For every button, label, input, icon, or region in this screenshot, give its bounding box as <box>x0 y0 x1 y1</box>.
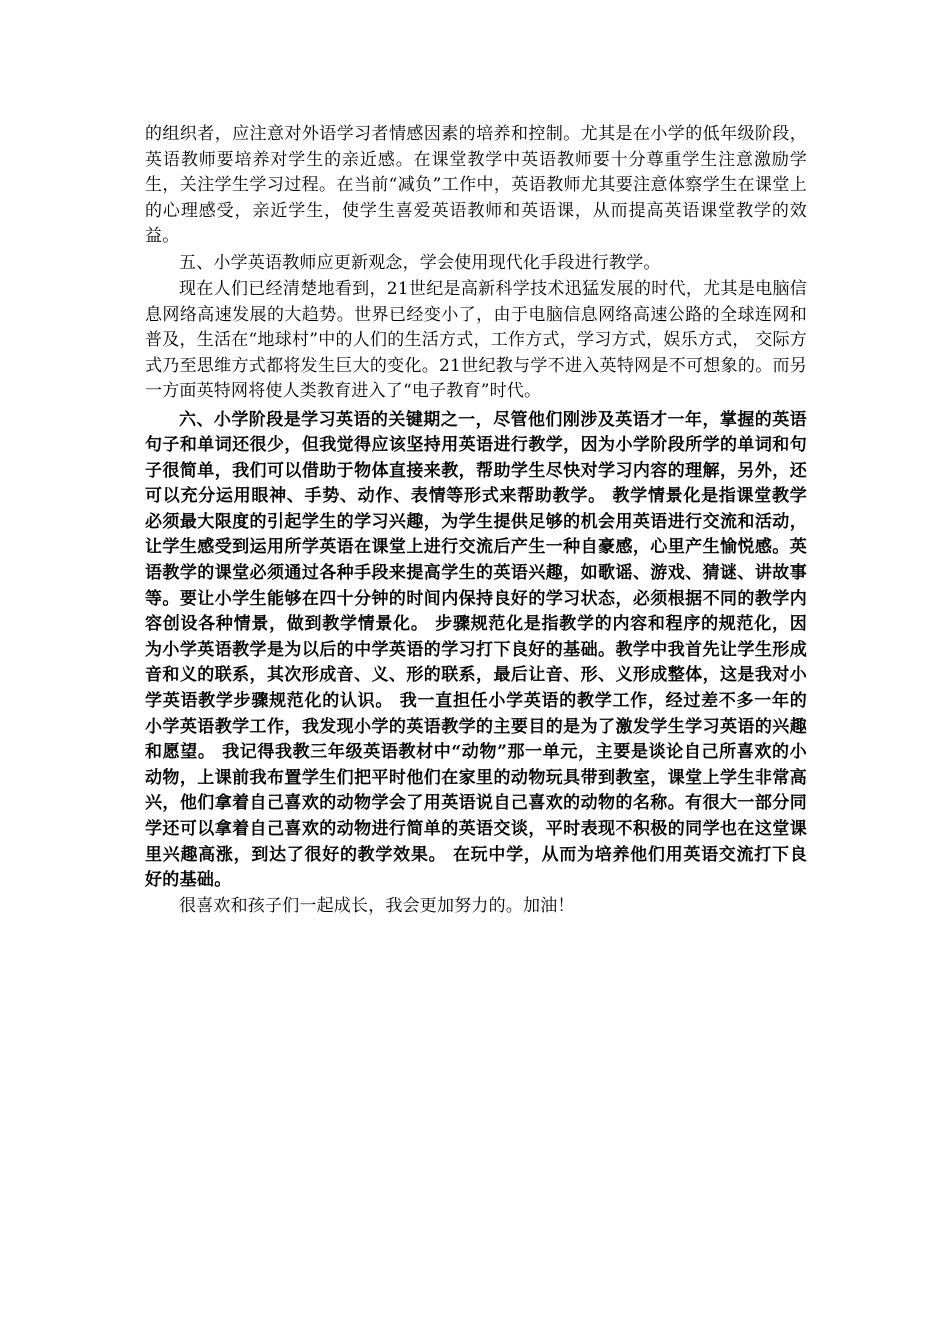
paragraph-internet-era: 现在人们已经清楚地看到，21世纪是高新科学技术迅猛发展的时代，尤其是电脑信息网络高速发展的大趋势。世界已经变小了，由于电脑信息网络高速公路的全球连网和普及，生活在“地球村”中的人们的生活方式，工作方式，学习方式，娱乐方式， 交际方式乃至思维方式都将发生巨大的变化。21世纪教与学不进入英特网是不可想象的。而另一方面英特网将使人类教育进入了“电子教育”时代。 <box>145 279 807 401</box>
paragraph-closing: 很喜欢和孩子们一起成长，我会更加努力的。加油！ <box>179 895 575 916</box>
document-body <box>145 122 807 919</box>
paragraph-section-five-heading: 五、小学英语教师应更新观念，学会使用现代化手段进行教学。 <box>179 252 661 273</box>
paragraph-section-six: 六、小学阶段是学习英语的关键期之一，尽管他们刚涉及英语才一年，掌握的英语句子和单词还很少，但我觉得应该坚持用英语进行教学，因为小学阶段所学的单词和句子很简单，我们可以借助于物体直接来教，帮助学生尽快对学习内容的理解，另外，还可以充分运用眼神、手势、动作、表情等形式来帮助教学。 教学情景化是指课堂教学必须最大限度的引起学生的学习兴趣，为学生提供足够的机会用英语进行交流和活动，让学生感受到运用所学英语在课堂上进行交流后产生一种自豪感，心里产生愉悦感。英语教学的课堂必须通过各种手段来提高学生的英语兴趣，如歌谣、游戏、猜谜、讲故事等。要让小学生能够在四十分钟的时间内保持良好的学习状态，必须根据不同的教学内容创设各种情景，做到教学情景化。 步骤规范化是指教学的内容和程序的规范化，因为小学英语教学是为以后的中学英语的学习打下良好的基础。教学中我首先让学生形成音和义的联系，其次形成音、义、形的联系，最后让音、形、义形成整体，这是我对小学英语教学步骤规范化的认识。 我一直担任小学英语的教学工作，经过差不多一年的小学英语教学工作，我发现小学的英语教学的主要目的是为了激发学生学习英语的兴趣和愿望。 我记得我教三年级英语教材中“动物”那一单元，主要是谈论自己所喜欢的小动物，上课前我布置学生们把平时他们在家里的动物玩具带到教室，课堂上学生非常高兴，他们拿着自己喜欢的动物学会了用英语说自己喜欢的动物的名称。有很大一部分同学还可以拿着自己喜欢的动物进行简单的英语交谈，平时表现不积极的同学也在这堂课里兴趣高涨，到达了很好的教学效果。 在玩中学，从而为培养他们用英语交流打下良好的基础。 <box>145 409 807 891</box>
paragraph-continuation: 的组织者，应注意对外语学习者情感因素的培养和控制。尤其是在小学的低年级阶段，英语教师要培养对学生的亲近感。在课堂教学中英语教师要十分尊重学生注意激励学生，关注学生学习过程。在当前“减负”工作中，英语教师尤其要注意体察学生在课堂上的心理感受，亲近学生，使学生喜爱英语教师和英语课，从而提高英语课堂教学的效益。 <box>145 124 807 246</box>
